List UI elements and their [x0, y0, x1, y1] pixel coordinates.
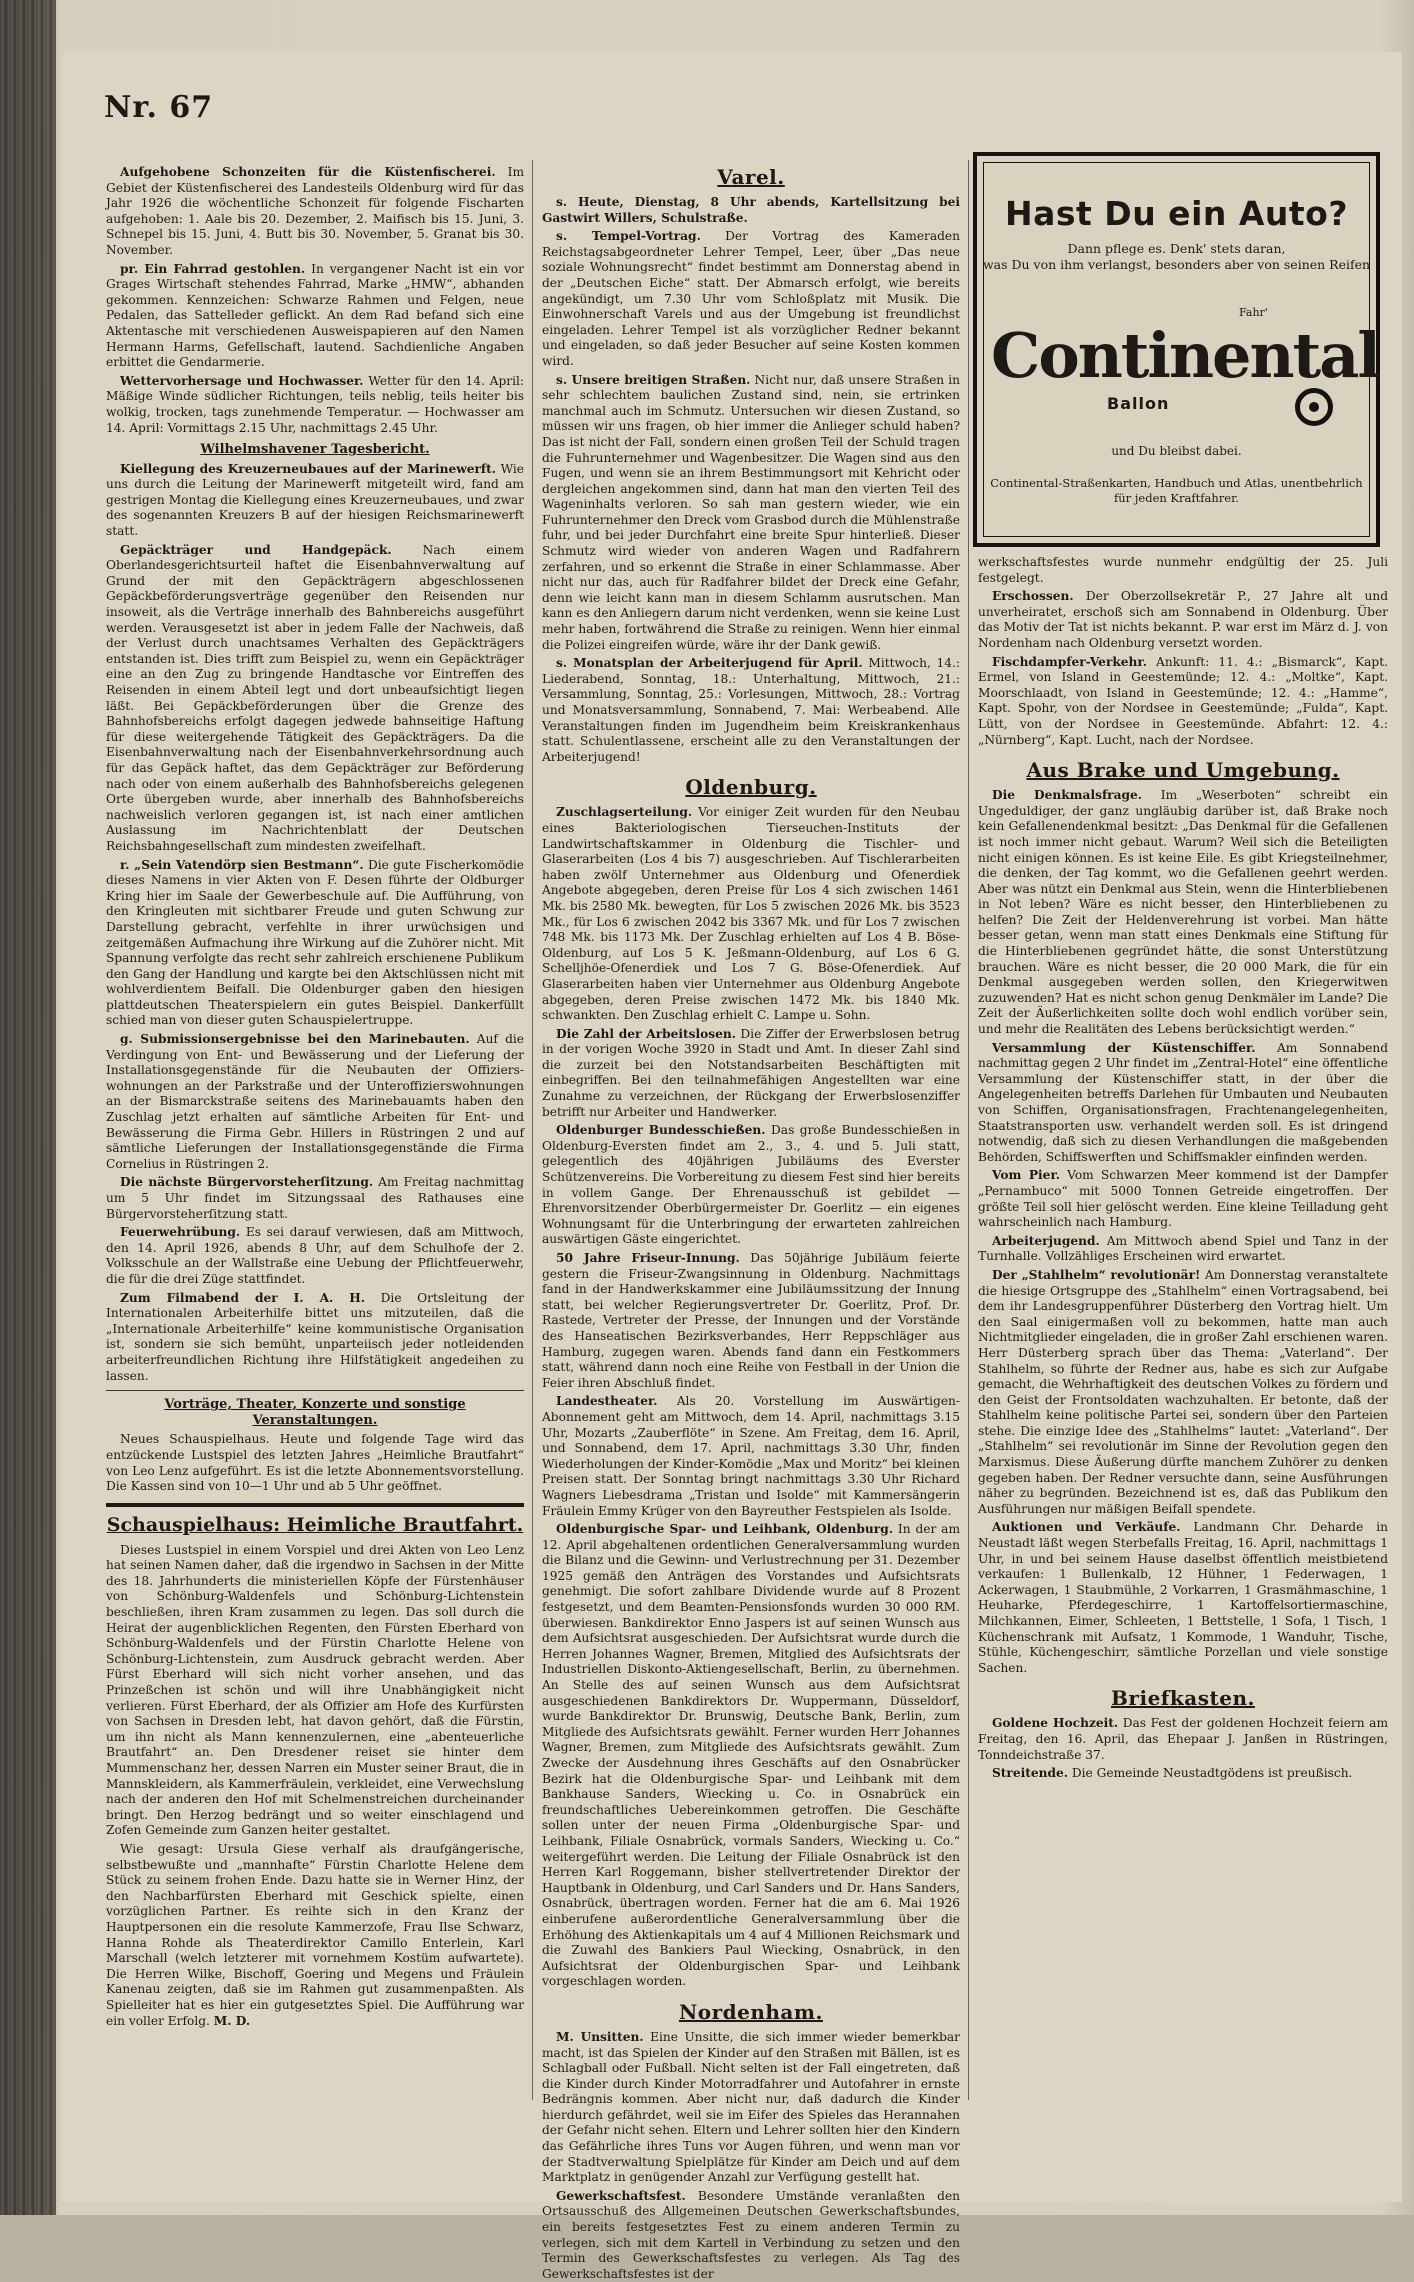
ad-product: Ballon — [1107, 394, 1170, 413]
section-heading-nordenham: Nordenham. — [678, 1999, 824, 2024]
article-bundesschiessen: Oldenburger Bundesschießen. Das große Bundesschießen in Oldenburg-Eversten findet am 2., 3., 4. und 5. Juli statt, gelegentlich des 40jährigen Jubiläums des Everster Schützenvereins. Die Vorbereitung zu diesem Fest sind hier bereits in vollem Gange. Der Ehrenausschuß ist gebildet — Ehrenvorsitzender Oberbürgermeister Dr. Goerlitz — ein eigenes Wohnungsamt für die Unterbringung der erwarteten zahlreichen auswärtigen Gäste eingerichtet. — [542, 1123, 960, 1247]
article-goldene-hochzeit: Goldene Hochzeit. Das Fest der goldenen Hochzeit feiern am Freitag, den 16. April, das Ehepaar J. Janßen in Rüstringen, Tonndeichstraße 37. — [978, 1716, 1389, 1762]
article-unsitten: M. Unsitten. Eine Unsitte, die sich immer wieder bemerkbar macht, ist das Spielen der Kinder auf den Straßen mit Bällen, ist es Schlagball oder Fußball. Nicht selten ist der Fall eingetreten, daß die Kinder durch Kinder Motorradfahrer und Autofahrer in ernste Bedrängnis kommen. Aber nicht nur, daß dadurch die Kinder hierdurch gefährdet, weil sie im Eifer des Spieles das Herannahen der Gefahr nicht sehen. Eltern und Lehrer sollten hier den Kindern das Gefährliche ihres Tuns vor Augen führen, und wenn man vor der Stadtverwaltung Spielplätze für Kinder am Deich und auf dem Marktplatz in genügender Anzahl zur Verfügung gestellt hat. — [542, 2029, 960, 2185]
article-review-part2: Wie gesagt: Ursula Giese verhalf als draufgängerische, selbstbewußte und „mannhafte“ Fürstin Charlotte Helene dem Stück zu seinem frohen Ende. Dazu hatte sie in Werner Hinz, der den Nachbarfürsten Eberhard mit Geschick spielte, einen vorzüglichen Partner. Es reihte sich in den Kranz der Hauptpersonen ein die resolute Kammerzofe, Frau Ilse Schwarz, Hanna Rohde als Theaterdirektor Camillo Enterlein, Karl Marschall (welch letzterer mit vornehmem Kostüm aufwartete). Die Herren Wilke, Bischoff, Goering und Megens und Fräulein Kanenau zeigten, daß sie im Rahmen gut zusammenpaßten. Als Spielleiter hat es hier ein gutgesetztes Spiel. Die Aufführung war ein voller Erfolg. M. D. — [106, 1841, 524, 2028]
article-submission: g. Submissionsergebnisse bei den Marinebauten. Auf die Verdingung von Ent- und Bewässerung und der Lieferung der Installationsgegenstände für die Neubauten der Offiziers-wohnungen an der Parkstraße und der Unteroffizierswohnungen an der Bismarckstraße seitens des Marinebauamts haben den Zuschlag jetzt erhalten auf sämtliche Arbeiten für Ent- und Bewässerung die Firma Gebr. Hillers in Rüstringen 2 und auf sämtliche Lieferungen der Installationsgegenstände die Firma Cornelius in Rüstringen 2. — [106, 1032, 524, 1171]
section-heading-briefkasten: Briefkasten. — [1111, 1686, 1255, 1711]
column-1 — [106, 165, 524, 2095]
continental-advertisement — [973, 152, 1380, 547]
article-friseur: 50 Jahre Friseur-Innung. Das 50jährige Jubiläum feierte gestern die Friseur-Zwangsinnung in Oldenburg. Nachmittags fand in der Handwerkskammer eine Jubiläumssitzung der Innung statt, bei welcher Regierungsvertreter Dr. Goerlitz, Prof. Dr. Rastede, Vertreter der Presse, der Innungen und der Vorstände des Hanseatischen Bezirksverbandes, Herr Reppschläger aus Hamburg, zugegen waren. Abends fand dann ein Festkommers statt, während dann noch eine Reihe von Festball in der Union die Feier ihren Abschluß findet. — [542, 1251, 961, 1390]
article-filmabend: Zum Filmabend der I. A. H. Die Ortsleitung der Internationalen Arbeiterhilfe bittet uns mitzuteilen, daß die „Internationale Arbeiterhilfe“ keine kommunistische Organisation ist, sondern sie sich bemüht, unparteiisch jeder notleidenden arbeiterfreundlichen Richtung ihre Hilfstätigkeit angedeihen zu lassen. — [106, 1290, 524, 1383]
section-heading-theater-review: Schauspielhaus: Heimliche Brautfahrt. — [106, 1503, 524, 1537]
article-wetter: Wettervorhersage und Hochwasser. Wetter für den 14. April: Mäßige Winde südlicher Richtungen, teils neblig, teils heiter bis wolkig, trocken, tags zunehmende Temperatur. — Hochwasser am 14. April: Vormittags 2.15 Uhr, nachmittags 2.45 Uhr. — [106, 373, 524, 435]
article-monatsplan: s. Monatsplan der Arbeiterjugend für April. Mittwoch, 14.: Liederabend, Sonntag, 18.: Unterhaltung, Mittwoch, 21.: Versammlung, Sonntag, 25.: Vorlesungen, Mittwoch, 28.: Vortrag und Monatsversammlung, Sonnabend, 7. Mai: Werbeabend. Alle Veranstaltungen finden im Jugendheim beim Kreiskrankenhaus statt. Schulentlassene, erscheint alle zu den Veranstaltungen der Arbeiterjugend! — [542, 656, 961, 764]
article-kartellsitzung: s. Heute, Dienstag, 8 Uhr abends, Kartellsitzung bei Gastwirt Willers, Schulstraße. — [542, 195, 960, 225]
article-arbeitslose: Die Zahl der Arbeitslosen. Die Ziffer der Erwerbslosen betrug in der vorigen Woche 3920 in Stadt und Amt. In dieser Zahl sind die zurzeit bei den Notstandsarbeiten Beschäftigten mit einbegriffen. Bei den teilnahmefähigen Angestellten war eine Zunahme zu verzeichnen, der Rückgang der Erwerbslosenziffer betrifft nur Arbeiter und Handwerker. — [542, 1026, 960, 1119]
ad-headline: Hast Du ein Auto? — [1005, 194, 1348, 233]
article-schonzeiten: Aufgehobene Schonzeiten für die Küstenfischerei. Im Gebiet der Küstenfischerei des Landesteils Oldenburg wird für das Jahr 1926 die wöchentliche Schonzeit für folgende Fischarten aufgehoben: 1. Aale bis 20. Dezember, 2. Maifisch bis 15. Juni, 3. Schnepel bis 15. Juni, 4. Butt bis 30. November, 5. Granat bis 30. November. — [106, 165, 525, 257]
article-strassen: s. Unsere breitigen Straßen. Nicht nur, daß unsere Straßen in sehr schlechtem baulichen Zustand sind, nein, sie ertrinken manchmal auch im Schmutz. Untersuchen wir diesen Zustand, so müssen wir uns fragen, ob hier immer die Anlieger schuld haben? Das ist nicht der Fall, sondern einen großen Teil der Schuld tragen die Fuhrunternehmer und Wagenbesitzer. Die Wagen sind aus den Fugen, und wenn sie an ihrem Bestimmungsort mit Kehricht oder dergleichen angekommen sind, dann hat man den vierten Teil des Wageninhalts verloren. So sah man gestern wieder, wie ein Fuhrunternehmer den Dreck vom Grasbod durch die Mühlenstraße fuhr, und bei jeder Durchfahrt eine breite Spur hinterließ. Dieser Schmutz wird wieder von anderen Wagen und Radfahrern zerfahren, und so erkennt die Straße in einer Schlammasse. Aber nicht nur das, auch für Radfahrer bildet der Dreck eine Gefahr, denn wie leicht kann man in diesem Schlamm ausrutschen. Man kann es den Anliegern darum nicht verdenken, wenn sie keine Lust mehr haben, fortwährend die Straße zu reinigen. Wenn hier einmal die Polizei eingreifen würde, wäre ihr der Dank gewiß. — [542, 372, 961, 652]
ad-fahr: Fahr' — [1239, 306, 1268, 319]
ad-tagline: und Du bleibst dabei. — [1111, 444, 1242, 458]
review-signature: M. D. — [213, 2013, 251, 2028]
article-vatendoerp: r. „Sein Vatendörp sien Bestmann“. Die gute Fischerkomödie dieses Namens in vier Akten von F. Desen führte der Oldburger Kring hier im Saale der Gewerbeschule auf. Die Aufführung, von den Kringleuten mit sichtbarer Freude und guten Schwung zur Darstellung gebracht, verfehlte in ihrer urwüchsigen und zeitgemäßen Aufmachung ihre Wirkung auf die Zuhörer nicht. Mit Spannung verfolgte das recht sehr zahlreich erschienene Publikum den Gang der Handlung und kargte bei den Aktschlüssen nicht mit wohlverdientem Beifall. Die Oldenburger gaben den hiesigen plattdeutschen Theaterspielern ein gutes Beispiel. Dankerfüllt schied man von dieser guten Schauspielertruppe. — [106, 857, 524, 1028]
article-schauspielhaus-notice: Neues Schauspielhaus. Heute und folgende Tage wird das entzückende Lustspiel des letzten Jahres „Heimliche Brautfahrt“ von Leo Lenz aufgeführt. Es ist die letzte Abonnementsvorstellung. Die Kassen sind von 10—1 Uhr und ab 5 Uhr geöffnet. — [106, 1432, 524, 1494]
ad-brand-logo: Continental — [991, 319, 1379, 392]
book-binding — [0, 0, 56, 2215]
ad-maps-note: Continental-Straßenkarten, Handbuch und Atlas, unentbehrlich für jeden Kraftfahrer. — [990, 476, 1363, 505]
ad-intro: Dann pflege es. Denk' stets daran, was Du von ihm verlangst, besonders aber von seinen Reifen — [982, 241, 1371, 272]
article-buergervorsteher: Die nächste Bürgervorsteherſitzung. Am Freitag nachmittag um 5 Uhr findet im Sitzungssaal des Rathauses eine Bürgervorsteherſitzung statt. — [106, 1175, 525, 1221]
article-review-part1: Dieses Lustspiel in einem Vorspiel und drei Akten von Leo Lenz hat seinen Namen daher, daß die irgendwo in Sachsen in der Mitte des 18. Jahrhunderts die ministeriellen Köpfe der Fürstenhäuser von Schönburg-Waldenfels und Schönburg-Lichtenstein beschließen, ihren Kram zusammen zu legen. Das soll durch die Heirat der augenblicklichen Regenten, den Fürsten Eberhard von Schönburg-Waldenfels und der Fürstin Charlotte Helene von Schönburg-Lichtenstein, zum Ausdruck gebracht werden. Aber Fürst Eberhard will sich nicht vorher ansehen, und das Prinzeßchen ist schön und will ihre Unabhängigkeit nicht verlieren. Fürst Eberhard, der als Offizier am Hofe des Kurfürsten von Sachsen in Dresden lebt, hat davon gehört, daß die Fürstin, um ihn nicht als Mann kennenzulernen, eine „abenteuerliche Brautfahrt“ an. Den Dresdener reiset sie hinter dem Mummenschanz her, dessen Narren ein Muster seiner Braut, die in Mannskleidern, als Kammerfräulein, verkleidet, eine Verwechslung nach der anderen den Hof mit Schelmenstreichen durcheinander bringt. Den Herzog bedrängt und so weiter einschlagend und Zofen Gemeinde zum Ganzen heiter gestaltet. — [106, 1542, 524, 1838]
article-leihbank: Oldenburgische Spar- und Leihbank, Oldenburg. In der am 12. April abgehaltenen ordentlichen Generalversammlung wurden die Bilanz und die Gewinn- und Verlustrechnung per 31. Dezember 1925 gemäß den Anträgen des Vorstandes und Aufsichtsrats genehmigt. Die sofort zahlbare Dividende wurde auf 8 Prozent festgesetzt, und dem Beamten-Pensionsfonds wurden 30 000 RM. überwiesen. Bankdirektor Enno Jaspers ist auf seinen Wunsch aus dem Aufsichtsrat ausgeschieden. Der Aufsichtsrat wurde durch die Herren Johannes Wagner, Bremen, Mitglied des Aufsichtsrats der Industriellen Diskonto-Aktiengesellschaft, Berlin, zu übernehmen. An Stelle des auf seinen Wunsch aus dem Aufsichtsrat ausgeschiedenen Bankdirektors Dr. Wuppermann, Düsseldorf, wurde Bankdirektor Dr. Brunswig, Deutsche Bank, Berlin, zum Mitgliede des Aufsichtsrats gewählt. Ferner wurden Herr Johannes Wagner, Bremen, zum Mitgliede des Aufsichtsrats gewählt. Zum Zwecke der Ausdehnung ihres Geschäfts auf den Osnabrücker Bezirk hat die Oldenburgische Spar- und Leihbank mit dem Bankhause Sanders, Wiecking u. Co. in Osnabrück ein freundschaftliches Uebereinkommen getroffen. Die Geschäfte sollen unter der neuen Firma „Oldenburgische Spar- und Leihbank, Filiale Osnabrück, vormals Sanders, Wiecking u. Co.“ weitergeführt werden. Die Leitung der Filiale Osnabrück ist den Herren Karl Roggemann, bisher stellvertretender Direktor der Hauptbank in Oldenburg, und Carl Sanders und Dr. Hans Sanders, Osnabrück, übertragen worden. Ferner hat die am 6. Mai 1926 einberufene außerordentliche Generalversammlung über die Erhöhung des Aktienkapitals um 4 auf 4 Millionen Reichsmark und die Zuwahl des Bankiers Paul Wiecking, Osnabrück, in den Aufsichtsrat der Oldenburgischen Spar- und Leihbank vorgeschlagen worden. — [542, 1522, 961, 1989]
article-fahrrad: pr. Ein Fahrrad gestohlen. In vergangener Nacht ist ein vor Grages Wirtschaft stehendes Fahrrad, Marke „HMW“, abhanden gekommen. Kennzeichen: Schwarze Rahmen und Felgen, neue Pedalen, das Sattelleder geflickt. An dem Rad befand sich eine Aktentasche mit verschiedenen Ausweispapieren auf den Namen Hermann Harms, Gefellschaft, lautend. Sachdienliche Angaben erbittet die Gendarmerie. — [106, 261, 525, 370]
column-divider — [532, 160, 533, 2100]
divider — [106, 1390, 524, 1391]
section-heading-brake: Aus Brake und Umgebung. — [1026, 758, 1340, 783]
column-2 — [542, 165, 961, 2281]
tire-emblem-icon — [1295, 388, 1333, 426]
column-divider — [968, 160, 969, 2100]
article-fischdampfer: Fischdampfer-Verkehr. Ankunft: 11. 4.: „Bismarck“, Kapt. Ermel, von Island in Geestemünde; 12. 4.: „Moltke“, Kapt. Moorschlaadt, von Island in Geestemünde; 12. 4.: „Hamme“, Kapt. Spohr, von der Nordsee in Geestemünde; „Fulda“, Kapt. Lütt, von der Nordsee in Geestemünde. Abfahrt: 12. 4.: „Nürnberg“, Kapt. Lucht, nach der Nordsee. — [978, 654, 1389, 747]
page-number: Nr. 67 — [104, 90, 214, 125]
article-zuschlag: Zuschlagserteilung. Vor einiger Zeit wurden für den Neubau eines Bakteriologischen Tierseuchen-Instituts der Landwirtschaftskammer in Oldenburg die Tischler- und Glaserarbeiten (Los 4 bis 7) ausgeschrieben. Auf Tischlerarbeiten haben zwölf Unternehmer aus Oldenburg und Ofenerdiek Angebote abgegeben, deren Preise für Los 4 sich zwischen 1461 Mk. bis 2580 Mk. bewegten, für Los 5 zwischen 2026 Mk. bis 3523 Mk., für Los 6 zwischen 2042 bis 3367 Mk. und für Los 7 zwischen 748 Mk. bis 1173 Mk. Der Zuschlag erhielten auf Los 4 B. Böse-Oldenburg, auf Los 5 K. Jeßmann-Oldenburg, auf Los 6 G. Schelljhöe-Ofenerdiek und Los 7 G. Böse-Ofenerdiek. Auf Glaserarbeiten haben vier Unternehmer aus Oldenburg Angebote abgegeben, deren Preise zwischen 1472 Mk. bis 1840 Mk. schwankten. Den Zuschlag erhielt C. Lampe u. Sohn. — [542, 805, 960, 1023]
article-stahlhelm: Der „Stahlhelm“ revolutionär! Am Donnerstag veranstaltete die hiesige Ortsgruppe des „Stahlhelm“ einen Vortragsabend, bei dem ihr Landesgruppenführer Düsterberg den Vortrag hielt. Um den Saal einigermaßen voll zu bekommen, hatte man auch Nichtmitglieder eingeladen, die in großer Zahl erschienen waren. Herr Düsterberg sprach über das Thema: „Vaterland“. Der Stahlhelm, so führte der Redner aus, habe es sich zur Aufgabe gemacht, die Wehrhaftigkeit des deutschen Volkes zu fördern und den Geist der Frontsoldaten wachzuhalten. Er betonte, daß der Stahlhelm keine politische Partei sei, sondern über den Parteien stehe. Die einzige Idee des „Stahlhelms“ lautet: „Vaterland“. Der „Stahlhelm“ sei revolutionär im Sinne der Revolution gegen den Marxismus. Diese Äußerung dürfte manchem Zuhörer zu denken gegeben haben. Der Redner versuchte dann, seine Ausführungen näher zu begründen. Bezeichnend ist es, daß das Publikum den Ausführungen nur mäßigen Beifall spendete. — [978, 1267, 1388, 1516]
article-erschossen: Erschossen. Der Oberzollsekretär P., 27 Jahre alt und unverheiratet, erschoß sich am Sonnabend in Oldenburg. Über das Motiv der Tat ist nichts bekannt. P. war erst im März d. J. von Nordenham nach Oldenburg versetzt worden. — [978, 589, 1389, 650]
article-landestheater: Landestheater. Als 20. Vorstellung im Auswärtigen-Abonnement geht am Mittwoch, dem 14. April, nachmittags 3.15 Uhr, Mozarts „Zauberflöte“ in Szene. Am Freitag, dem 16. April, und Sonnabend, dem 17. April, nachmittags 3.30 Uhr, finden Wiederholungen der Kinder-Komödie „Max und Moritz“ bei kleinen Preisen statt. Der Sonntag bringt nachmittags 3.30 Uhr Richard Wagners Liebesdrama „Tristan und Isolde“ mit Kammersängerin Fräulein Emmy Krüger von den Bayreuther Festspielen als Isolde. — [542, 1394, 961, 1518]
section-heading-vortraege: Vorträge, Theater, Konzerte und sonstige Veranstaltungen. — [164, 1397, 466, 1428]
article-feuerwehr: Feuerwehrübung. Es sei darauf verwiesen, daß am Mittwoch, den 14. April 1926, abends 8 Uhr, auf dem Schulhofe der 2. Volksschule an der Wallstraße eine Uebung der Pflichtfeuerwehr, die für die drei Züge stattfindet. — [106, 1225, 524, 1286]
section-heading-varel: Varel. — [717, 165, 785, 189]
article-continuation: werkschaftsfestes wurde nunmehr endgültig der 25. Juli festgelegt. — [978, 555, 1388, 585]
column-3 — [978, 555, 1388, 2095]
section-heading-wilhelmshaven: Wilhelmshavener Tagesbericht. — [200, 442, 430, 458]
article-denkmal: Die Denkmalsfrage. Im „Weserboten“ schreibt ein Ungeduldiger, der ganz ungläubig darüber ist, daß Brake noch kein Gefallenendenkmal besitzt: „Das Denkmal für die Gefallenen ist noch immer nicht gebaut. Warum? Weil sich die Beteiligten nicht einigen können. Es ist keine Eile. Es gibt Kriegsteilnehmer, die denken, der Tag kommt, wo die Gefallenen geehrt werden. Aber was nützt ein Denkmal aus Stein, wenn die Hinterbliebenen in Not leben? Wäre es nicht besser, den Hinterbliebenen zu helfen? Die Zeit der Heldenverehrung ist vorbei. Man hätte besser getan, wenn man statt eines Denkmals eine Stiftung für die Hinterbliebenen gegründet hätte, die sonst Unterstützung brauchen. Wäre es nicht besser, die 20 000 Mark, die für ein Denkmal ausgegeben werden sollen, den Kriegerwitwen zuzuwenden? Hat es nicht schon genug Denkmäler im Lande? Die Zeit der Äußerlichkeiten sollte doch wohl endlich vorüber sein, und mehr die Realitäten des Lebens berücksichtigt werden.“ — [978, 788, 1389, 1037]
article-kuestenschiffer: Versammlung der Küstenschiffer. Am Sonnabend nachmittag gegen 2 Uhr findet im „Zentral-Hotel“ eine öffentliche Versammlung der Küstenschiffer statt, in der über die Angelegenheiten betreffs Darlehen für Umbauten und Neubauten von Schiffen, Organisationsfragen, Frachtenangelegenheiten, Staatstransporten usw. verhandelt werden soll. Es ist dringend notwendig, daß sich zu diesen Verhandlungen die maßgebenden Behörden, Schiffswerften und Schiffsmakler einfinden werden. — [978, 1040, 1389, 1164]
article-streitende: Streitende. Die Gemeinde Neustadtgödens ist preußisch. — [992, 1766, 1353, 1781]
article-pier: Vom Pier. Vom Schwarzen Meer kommend ist der Dampfer „Pernambuco“ mit 5000 Tonnen Getreide eingetroffen. Der größte Teil soll hier gelöscht werden. Eine kleine Teilladung geht wahrscheinlich nach Hamburg. — [978, 1168, 1388, 1230]
article-tempel-vortrag: s. Tempel-Vortrag. Der Vortrag des Kameraden Reichstagsabgeordneter Lehrer Tempel, Leer, über „Das neue soziale Wohnungsrecht“ findet bestimmt am Donnerstag abend in der „Deutschen Eiche“ statt. Der Abmarsch erfolgt, wie bereits angekündigt, um 7.30 Uhr vom Schloßplatz mit Musik. Die Einwohnerschaft Varels und aus der Umgebung ist freundlichst eingeladen. Lehrer Tempel ist als vorzüglicher Redner bekannt und eingeladen, so daß jeder Besucher auf seine Kosten kommen wird. — [542, 229, 960, 368]
article-gewerkschaftsfest: Gewerkschaftsfest. Besondere Umstände veranlaßten den Ortsausschuß des Allgemeinen Deutschen Gewerkschaftsbundes, ein bereits festgesetztes Fest zu einem anderen Termin zu verlegen, sich mit dem Kartell in Verbindung zu setzen und den Termin des Gewerkschaftsfestes zu verlegen. Als Tag des Gewerkschaftsfestes ist der — [542, 2188, 961, 2281]
article-kiellegung: Kiellegung des Kreuzerneubaues auf der Marinewerft. Wie uns durch die Leitung der Marinewerft mitgeteilt wird, fand am gestrigen Montag die Kiellegung eines Kreuzerneubaues, und zwar des sogenannten Kreuzers B auf der hiesigen Reichsmarinewerft statt. — [106, 461, 524, 539]
article-gepaeck: Gepäckträger und Handgepäck. Nach einem Oberlandesgerichtsurteil haftet die Eisenbahnverwaltung auf Grund der mit den Gepäckträgern abgeschlossenen Gepäckbeförderungsverträge gegenüber den Reisenden nur insoweit, als die Verträge innerhalb des Bahnbereichs ausgeführt werden. Verausgesetzt ist aber in jedem Falle der Nachweis, daß der Verlust durch unachtsames Verhalten des Gepäckträgers entstanden ist. Dies trifft zum Beispiel zu, wenn ein Gepäckträger eine an den Zug zu bringende Handtasche vor Eintreffen des Reisenden in einem Abteil legt und dort unbeaufsichtigt liegen läßt. Bei Gepäckbeförderungen über die Grenze des Bahnhofsbereichs erfolgt dagegen jedwede bahnseitige Haftung für diese weitergehende Tätigkeit des Gepäckträgers. Da die Eisenbahnverwaltung nach der Eisenbahnverkehrsordnung auch für das Gepäck haftet, das dem Gepäckträger zur Beförderung nach oder von einem außerhalb des Bahnhofsbereichs gelegenen Orte übergeben wurde, aber innerhalb des Bahnhofsbereichs nachweislich verloren gegangen ist, ist nach einer amtlichen Auslassung im Nachrichtenblatt der Deutschen Reichsbahngesellschaft zum mindesten zweifelhaft. — [106, 542, 525, 853]
section-heading-oldenburg: Oldenburg. — [685, 775, 817, 800]
article-auktionen: Auktionen und Verkäufe. Landmann Chr. Deharde in Neustadt läßt wegen Sterbefalls Freitag, 16. April, nachmittags 1 Uhr, in und bei seinem Hause daselbst öffentlich meistbietend verkaufen: 1 Bullenkalb, 12 Hühner, 1 Federwagen, 1 Ackerwagen, 1 Staubmühle, 2 Vorkarren, 1 Grasmähmaschine, 1 Heuharke, Pferdegeschirre, 1 Kartoffelsortiermaschine, Milchkannen, Eimer, Schleeten, 1 Bettstelle, 1 Sofa, 1 Tisch, 1 Küchenschrank mit Aufsatz, 1 Kommode, 1 Wanduhr, Tische, Stühle, Küchengeschirr, sämtliche Porzellan und viele sonstige Sachen. — [978, 1520, 1389, 1675]
article-arbeiterjugend: Arbeiterjugend. Am Mittwoch abend Spiel und Tanz in der Turnhalle. Vollzähliges Erscheinen wird erwartet. — [978, 1233, 1388, 1264]
